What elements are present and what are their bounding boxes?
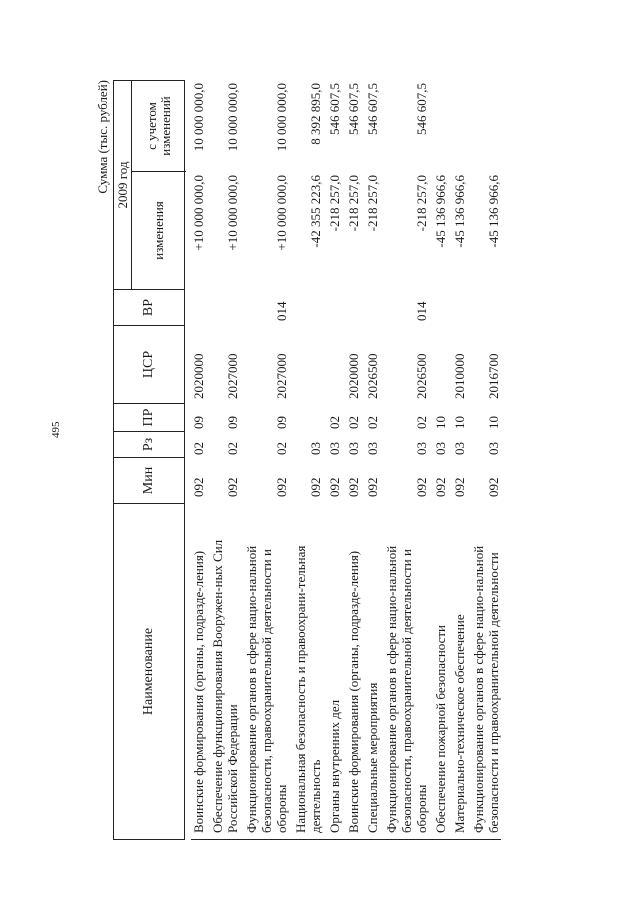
row-csr: 2020000: [191, 353, 206, 399]
table-header: [113, 80, 185, 840]
budget-table-rotated: [95, 80, 640, 840]
row-total: 546 607,5: [414, 83, 429, 135]
table-row: [346, 80, 361, 839]
row-min: 092: [433, 477, 448, 497]
row-chg: -42 355 223,6: [308, 175, 323, 248]
page-number: 495: [50, 421, 62, 438]
row-chg: -45 136 966,6: [433, 175, 448, 248]
row-rz: 03: [365, 442, 380, 455]
row-csr: 2027000: [274, 353, 289, 399]
row-pr: 09: [191, 416, 206, 429]
header-vr: ВР: [114, 289, 184, 325]
row-csr: 2010000: [452, 353, 467, 399]
table-row: [433, 80, 448, 839]
row-total: 546 607,5: [346, 83, 361, 135]
row-rz: 03: [414, 442, 429, 455]
table-row: [210, 80, 240, 839]
header-pr: ПР: [114, 403, 184, 431]
header-year-group: [114, 81, 184, 289]
table-row: [191, 80, 206, 839]
header-min: Мин: [114, 457, 184, 503]
header-year: 2009 год: [114, 81, 132, 289]
header-rz: Рз: [114, 431, 184, 457]
row-pr: 02: [346, 416, 361, 429]
row-chg: -218 257,0: [346, 175, 361, 232]
sum-caption: Сумма (тыс. рублей): [95, 80, 110, 194]
row-name: Функционирование органов в сфере нацио-нальной безопасности, правоохранительной деятельности и обороны: [384, 545, 429, 833]
row-csr: 2026500: [365, 353, 380, 399]
row-chg: -218 257,0: [414, 175, 429, 232]
row-min: 092: [327, 477, 342, 497]
row-name: Обеспечение функционирования Вооружен-ных Сил Российской Федерации: [210, 539, 240, 833]
row-chg: +10 000 000,0: [191, 175, 206, 251]
row-chg: -45 136 966,6: [486, 175, 501, 248]
row-pr: 10: [452, 416, 467, 429]
row-min: 092: [452, 477, 467, 497]
row-name: Воинские формирования (органы, подразде-ления): [191, 550, 206, 833]
row-rz: 02: [191, 442, 206, 455]
row-total: 10 000 000,0: [274, 83, 289, 152]
row-total: 8 392 895,0: [308, 83, 323, 145]
row-name: Национальная безопасность и правоохрани-тельная деятельность: [293, 545, 323, 833]
row-pr: 02: [414, 416, 429, 429]
row-rz: 03: [327, 442, 342, 455]
row-name: Функционирование органов в сфере нацио-нальной безопасности, правоохранительной деятельности и обороны: [244, 545, 289, 833]
row-pr: 09: [225, 416, 240, 429]
row-csr: 2026500: [414, 353, 429, 399]
row-min: 092: [365, 477, 380, 497]
row-vr: 014: [274, 301, 289, 321]
table-row: [293, 80, 323, 839]
table-row: [384, 80, 429, 839]
row-min: 092: [486, 477, 501, 497]
row-csr: 2016700: [486, 353, 501, 399]
row-csr: 2020000: [346, 353, 361, 399]
row-csr: 2027000: [225, 353, 240, 399]
row-total: 10 000 000,0: [225, 83, 240, 152]
row-name: Специальные мероприятия: [365, 682, 380, 833]
row-rz: 03: [346, 442, 361, 455]
row-chg: +10 000 000,0: [225, 175, 240, 251]
row-pr: 10: [486, 416, 501, 429]
row-rz: 02: [225, 442, 240, 455]
header-name: Наименование: [114, 503, 184, 839]
row-vr: 014: [414, 301, 429, 321]
header-changes: изменения: [132, 171, 186, 289]
table-row: [327, 80, 342, 839]
row-rz: 03: [452, 442, 467, 455]
row-chg: -218 257,0: [365, 175, 380, 232]
row-chg: -218 257,0: [327, 175, 342, 232]
row-pr: 02: [365, 416, 380, 429]
row-min: 092: [414, 477, 429, 497]
table-row: [471, 80, 501, 839]
row-total: 10 000 000,0: [191, 83, 206, 152]
table-row: [452, 80, 467, 839]
header-csr: ЦСР: [114, 325, 184, 403]
table-row: [365, 80, 380, 839]
row-name: Функционирование органов в сфере нацио-нальной безопасности и правоохранительной деятельности: [471, 545, 501, 833]
row-pr: 09: [274, 416, 289, 429]
header-with-changes: с учетом изменений: [144, 96, 173, 156]
row-name: Обеспечение пожарной безопасности: [433, 624, 448, 833]
row-pr: 02: [327, 416, 342, 429]
table-body: [191, 80, 501, 840]
row-chg: +10 000 000,0: [274, 175, 289, 251]
row-min: 092: [191, 477, 206, 497]
budget-table: [113, 80, 501, 840]
row-rz: 03: [486, 442, 501, 455]
row-name: Воинские формирования (органы, подразде-ления): [346, 550, 361, 833]
row-rz: 03: [433, 442, 448, 455]
row-total: 546 607,5: [327, 83, 342, 135]
row-rz: 02: [274, 442, 289, 455]
row-min: 092: [225, 477, 240, 497]
row-name: Органы внутренних дел: [327, 699, 342, 833]
row-min: 092: [346, 477, 361, 497]
table-row: [244, 80, 289, 839]
row-rz: 03: [308, 442, 323, 455]
row-total: 546 607,5: [365, 83, 380, 135]
row-chg: -45 136 966,6: [452, 175, 467, 248]
row-name: Материально-техническое обеспечение: [452, 614, 467, 833]
row-min: 092: [308, 477, 323, 497]
row-min: 092: [274, 477, 289, 497]
row-pr: 10: [433, 416, 448, 429]
